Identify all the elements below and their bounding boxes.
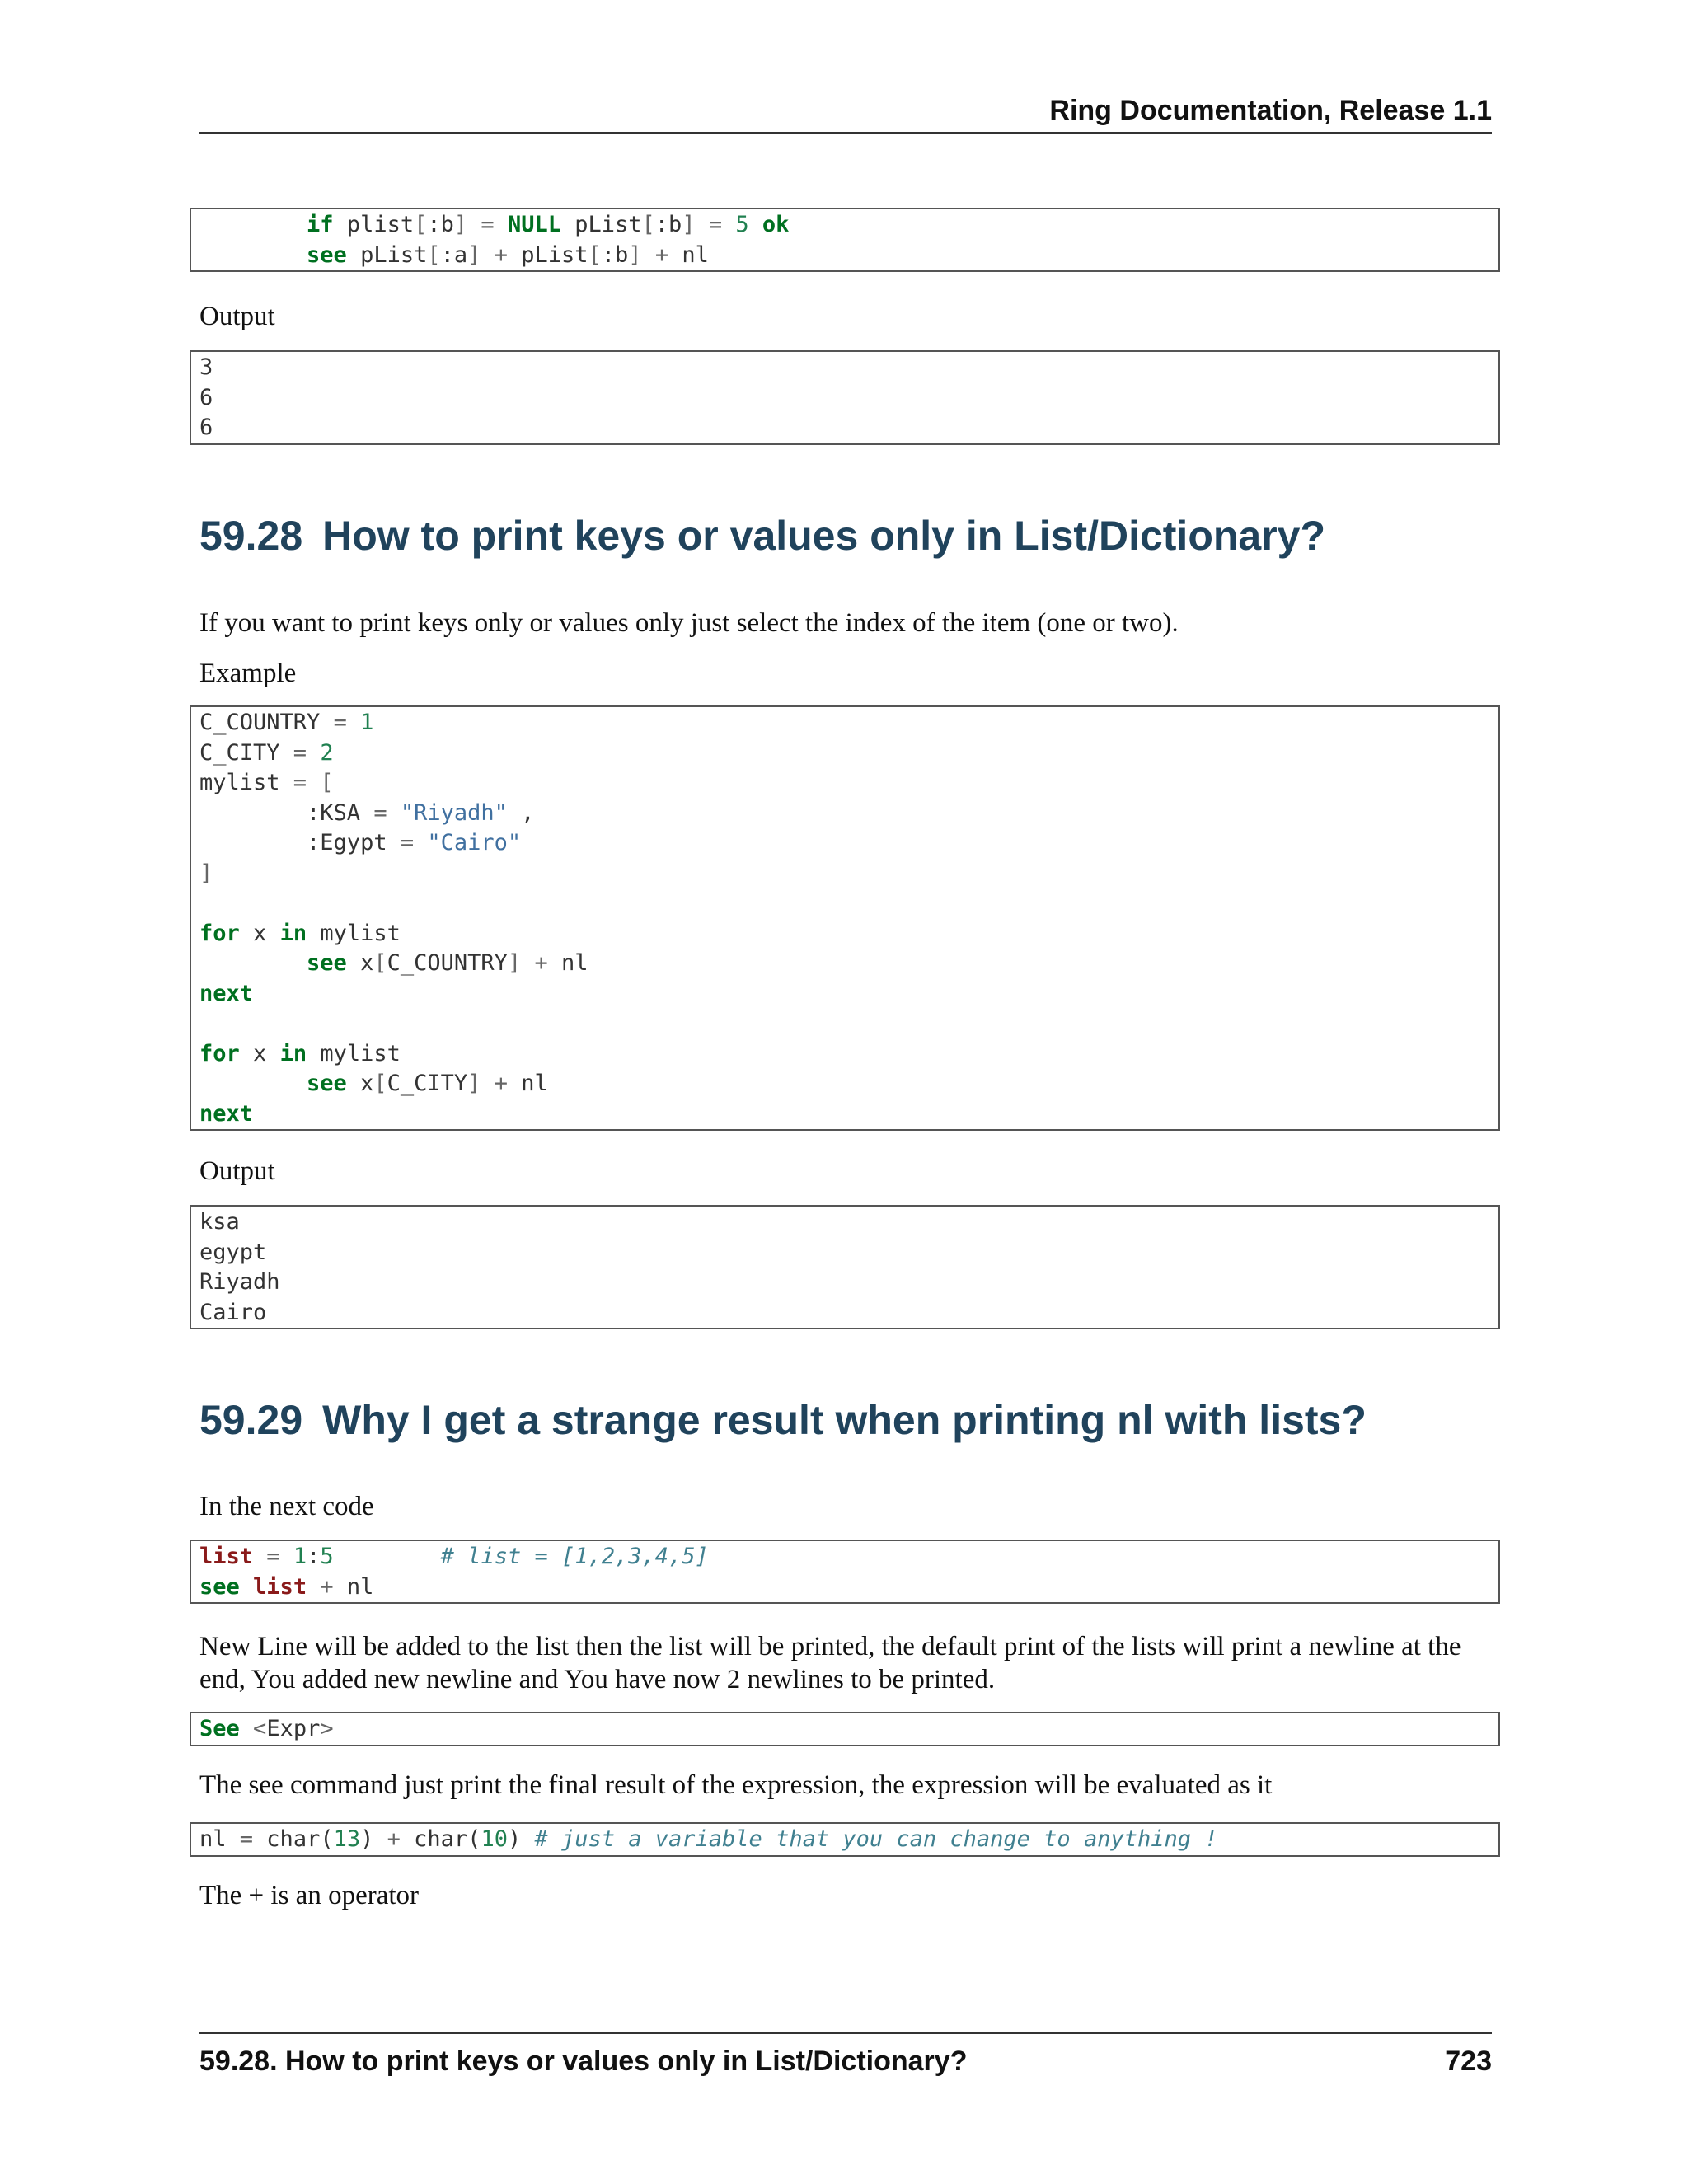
code-token: for — [199, 920, 240, 946]
output-label: Output — [199, 302, 275, 331]
code-token: plist — [333, 212, 415, 237]
code-token: x — [346, 1071, 374, 1096]
code-token — [749, 212, 762, 237]
code-block — [190, 1540, 1500, 1604]
code-line — [199, 949, 1490, 979]
code-line — [199, 1542, 1490, 1572]
code-token: see — [307, 950, 347, 976]
code-token: [ — [414, 212, 428, 237]
code-token: see — [199, 1573, 240, 1600]
code-token: x — [239, 920, 280, 946]
code-token: + — [494, 241, 508, 268]
code-token — [199, 950, 307, 976]
code-token: x — [239, 1040, 280, 1066]
code-token: C_CITY — [199, 739, 293, 766]
code-token: pList — [346, 241, 428, 268]
code-line — [199, 1238, 1490, 1268]
code-token: next — [199, 1100, 254, 1127]
code-block — [190, 705, 1500, 1131]
code-token — [334, 1544, 441, 1569]
code-token: nl — [668, 241, 709, 268]
code-token: egypt — [199, 1239, 267, 1265]
code-token: [ — [641, 212, 655, 237]
code-token: "Riyadh" — [400, 799, 508, 826]
code-token: list — [253, 1573, 307, 1600]
code-token: : — [307, 1544, 321, 1569]
code-token: ] — [628, 241, 642, 268]
code-token: in — [279, 920, 307, 946]
code-token: + — [654, 241, 669, 268]
code-token: 2 — [320, 739, 334, 766]
code-token: if — [307, 212, 334, 237]
section-heading — [199, 1395, 1492, 1445]
code-token: > — [320, 1716, 334, 1741]
code-token — [467, 212, 481, 237]
code-token: NULL — [507, 212, 561, 237]
output-block — [190, 350, 1500, 445]
code-token: mylist — [307, 920, 401, 946]
code-token: pList — [560, 212, 642, 237]
code-token: nl — [333, 1573, 374, 1600]
code-token: nl — [547, 950, 588, 976]
code-token: # just a variable that you can change to anything ! — [534, 1826, 1218, 1852]
code-token: nl — [507, 1071, 548, 1096]
footer-section-title: 59.28. How to print keys or values only in List/Dictionary? — [199, 2046, 968, 2077]
code-line — [199, 738, 1490, 769]
code-token: [ — [373, 1071, 387, 1096]
code-token: ] — [467, 1071, 481, 1096]
code-token — [307, 770, 320, 795]
code-token: # list = [1,2,3,4,5] — [440, 1544, 709, 1569]
code-line — [199, 1298, 1490, 1329]
output-block — [190, 1205, 1500, 1329]
code-token — [199, 1071, 307, 1096]
code-line — [199, 1207, 1490, 1238]
code-token: = — [481, 212, 495, 237]
code-token: + — [320, 1573, 334, 1600]
section-title-text: Why I get a strange result when printing nl with lists? — [322, 1397, 1367, 1443]
code-token: 5 — [735, 212, 749, 237]
code-token: , — [507, 799, 535, 826]
code-token: Riyadh — [199, 1269, 280, 1295]
code-token: = — [266, 1544, 280, 1569]
code-token: = — [293, 739, 307, 766]
code-token — [481, 242, 494, 268]
code-block — [190, 1822, 1500, 1857]
code-token — [521, 950, 534, 976]
document-title: Ring Documentation, Release 1.1 — [1049, 95, 1492, 126]
code-token: Cairo — [199, 1299, 267, 1325]
running-header — [199, 92, 1492, 134]
code-line — [199, 241, 1490, 271]
code-token: 1 — [360, 710, 374, 735]
code-token — [307, 740, 320, 766]
code-token: "Cairo" — [427, 830, 522, 855]
code-line — [199, 1825, 1490, 1855]
code-token: [ — [320, 770, 334, 795]
code-token: Expr — [266, 1716, 321, 1741]
code-block — [190, 1712, 1500, 1746]
code-token: = — [293, 770, 307, 795]
code-token: 6 — [199, 384, 213, 410]
code-token: ] — [467, 241, 481, 268]
code-line — [199, 1009, 1490, 1039]
code-token: 5 — [320, 1544, 334, 1569]
code-token: ] — [453, 212, 468, 237]
code-token: list — [199, 1544, 254, 1569]
code-token: ok — [762, 212, 790, 237]
paragraph: If you want to print keys only or values only just select the index of the item (one or two). — [199, 608, 1179, 638]
code-token: :b — [654, 212, 682, 237]
code-token — [642, 242, 655, 268]
code-token: ] — [199, 860, 213, 886]
code-line — [199, 768, 1490, 799]
output-label: Output — [199, 1156, 275, 1186]
code-token: :Egypt — [199, 830, 401, 855]
section-heading — [199, 511, 1492, 560]
code-token: = — [400, 830, 415, 855]
code-token — [696, 212, 709, 237]
code-token: in — [279, 1040, 307, 1066]
code-line — [199, 1714, 1490, 1745]
code-token: nl — [199, 1826, 240, 1852]
code-token: see — [307, 241, 347, 268]
code-token: ] — [507, 950, 522, 976]
code-token: = — [373, 799, 387, 826]
code-token: for — [199, 1040, 240, 1066]
code-block — [190, 208, 1500, 272]
code-token: see — [307, 1071, 347, 1096]
running-footer — [199, 2032, 1492, 2075]
code-token: :b — [601, 241, 629, 268]
paragraph: New Line will be added to the list then the list will be printed, the default print of the lists will print a newline at the end, You added new newline and You have now 2 newlines to be printed. — [199, 1632, 1461, 1694]
code-token: = — [239, 1826, 254, 1852]
code-token — [199, 212, 307, 237]
code-token — [495, 212, 508, 237]
code-line — [199, 210, 1490, 241]
code-token: char( — [253, 1826, 334, 1852]
code-line — [199, 859, 1490, 889]
code-line — [199, 828, 1490, 859]
paragraph: The + is an operator — [199, 1881, 420, 1910]
code-token — [280, 1544, 293, 1569]
code-token: C_COUNTRY — [387, 950, 508, 976]
code-token: + — [534, 950, 548, 976]
code-token: x — [346, 950, 374, 976]
section-number: 59.29 — [199, 1397, 303, 1443]
code-line — [199, 353, 1490, 383]
paragraph: The see command just print the final result of the expression, the expression will be evaluated as it — [199, 1770, 1273, 1800]
code-line — [199, 383, 1490, 414]
code-token: < — [253, 1716, 267, 1741]
code-token — [347, 710, 360, 735]
code-token — [240, 1716, 253, 1741]
code-line — [199, 413, 1490, 443]
code-line — [199, 799, 1490, 829]
code-token: :a — [440, 241, 468, 268]
code-line — [199, 888, 1490, 919]
code-token: [ — [373, 950, 387, 976]
code-token — [199, 242, 307, 268]
code-token — [481, 1071, 494, 1096]
code-token: char( — [400, 1826, 481, 1852]
page-number: 723 — [1445, 2046, 1492, 2077]
code-line — [199, 1572, 1490, 1603]
section-number: 59.28 — [199, 513, 303, 559]
code-token: ) — [507, 1826, 535, 1852]
section-title-text: How to print keys or values only in List/Dictionary? — [322, 513, 1326, 559]
code-token: 13 — [333, 1826, 361, 1852]
code-line — [199, 979, 1490, 1010]
code-token: C_COUNTRY — [199, 710, 334, 735]
code-line — [199, 1039, 1490, 1070]
code-token: 6 — [199, 415, 213, 440]
code-token: = — [708, 212, 723, 237]
code-token: ] — [682, 212, 696, 237]
code-token: :KSA — [199, 799, 374, 826]
code-token: 1 — [293, 1544, 307, 1569]
code-token — [307, 1574, 320, 1600]
code-line — [199, 1268, 1490, 1298]
paragraph: In the next code — [199, 1492, 374, 1521]
code-token — [253, 1544, 266, 1569]
code-token: 10 — [481, 1826, 508, 1852]
code-token: [ — [588, 241, 602, 268]
code-token: ksa — [199, 1209, 240, 1235]
code-token: next — [199, 980, 254, 1006]
code-token: ) — [360, 1826, 387, 1852]
code-token — [722, 212, 735, 237]
code-line — [199, 919, 1490, 949]
code-token: See — [199, 1716, 240, 1741]
code-token: :b — [427, 212, 454, 237]
code-token: + — [494, 1071, 508, 1096]
code-token: [ — [427, 241, 441, 268]
code-token: mylist — [307, 1040, 401, 1066]
code-token: pList — [507, 241, 588, 268]
code-token — [414, 830, 427, 855]
example-label: Example — [199, 658, 297, 688]
code-line — [199, 1099, 1490, 1130]
code-token — [387, 800, 401, 826]
code-token: + — [387, 1826, 401, 1852]
code-line — [199, 1069, 1490, 1099]
code-token: 3 — [199, 354, 213, 380]
code-token: C_CITY — [387, 1071, 468, 1096]
code-line — [199, 708, 1490, 738]
code-token — [240, 1574, 253, 1600]
code-token: = — [333, 710, 347, 735]
code-token: mylist — [199, 770, 293, 795]
